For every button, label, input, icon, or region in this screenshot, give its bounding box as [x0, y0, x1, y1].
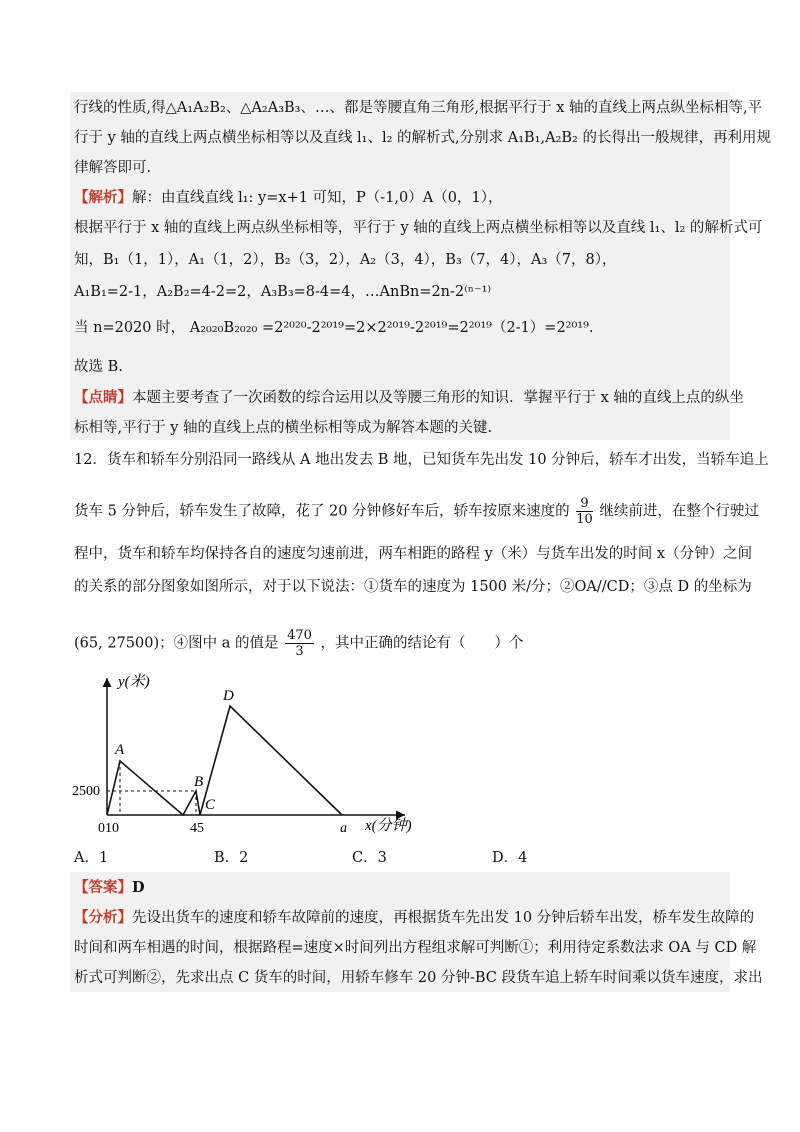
analysis-tag: 【分析】 [74, 909, 132, 926]
analysis-bottom-line-3: 析式可判断②，先求出点 C 货车的时间，用轿车修车 20 分钟-BC 段货车追上轿车时间乘以货车速度，求出 [74, 970, 763, 986]
question-line-2-pre: 货车 5 分钟后，轿车发生了故障，花了 20 分钟修好车后，轿车按原来速度的 [74, 503, 570, 520]
x-tick-45: 45 [190, 821, 204, 836]
option-a: A．1 [74, 850, 109, 866]
question-line-4: 的关系的部分图象如图所示，对于以下说法：①货车的速度为 1500 米/分；②OA//CD；③点 D 的坐标为 [74, 579, 752, 595]
comment-line-1 [74, 388, 744, 408]
analysis-top-line-1: 行线的性质,得△A₁A₂B₂、△A₂A₃B₃、…、都是等腰直角三角形,根据平行于 x 轴的直线上两点纵坐标相等,平 [74, 100, 763, 116]
x-tick-a: a [340, 821, 347, 836]
question-line-1: 12．货车和轿车分别沿同一路线从 A 地出发去 B 地，已知货车先出发 10 分钟后，轿车才出发，当轿车追上 [74, 452, 769, 468]
question-line-5-pre: (65, 27500)；④图中 a 的值是 [74, 635, 279, 652]
solution-line-4: A₁B₁=2-1，A₂B₂=4-2=2，A₃B₃=8-4=4，…AnBn=2n-2⁽ⁿ⁻¹⁾ [74, 284, 492, 300]
analysis-top-line-3: 律解答即可. [74, 160, 152, 176]
distance-time-graph [60, 668, 440, 838]
comment-tag: 【点睛】 [74, 389, 132, 406]
fraction-numerator: 470 [287, 628, 312, 643]
question-line-3: 程中，货车和轿车均保持各自的速度匀速前进，两车相距的路程 y（米）与货车出发的时间 x（分钟）之间 [74, 546, 753, 562]
solution-tag: 【解析】 [74, 189, 132, 206]
question-line-5-post: ，其中正确的结论有（ ）个 [320, 635, 524, 652]
y-axis-label: y(米) [118, 674, 150, 690]
fraction-denominator: 3 [295, 644, 304, 659]
solution-line-5: 当 n=2020 时， A₂₀₂₀B₂₀₂₀ =2²⁰²⁰-2²⁰¹⁹=2×2²⁰¹⁹-2²⁰¹⁹=2²⁰¹⁹（2-1）=2²⁰¹⁹. [74, 320, 594, 336]
point-label-a: A [115, 742, 125, 758]
point-label-c: C [205, 797, 216, 813]
question-line-5 [74, 628, 524, 659]
analysis-bottom-line-1 [74, 908, 754, 928]
analysis-bottom-line-2: 时间和两车相遇的时间，根据路程=速度×时间列出方程组求解可判断①；利用待定系数法求 OA 与 CD 解 [74, 940, 757, 956]
option-c: C．3 [352, 850, 387, 866]
solution-line-6: 故选 B. [74, 359, 123, 375]
solution-line-3: 知，B₁（1，1），A₁（1，2），B₂（3，2），A₂（3，4），B₃（7，4），A₃（7，8）， [74, 252, 617, 268]
comment-line-1-text: 本题主要考查了一次函数的综合运用以及等腰三角形的知识．掌握平行于 x 轴的直线上点的纵坐 [132, 390, 744, 406]
fraction-470-thirds [285, 628, 314, 659]
question-line-2 [74, 496, 759, 527]
fraction-denominator: 10 [576, 512, 593, 527]
comment-line-2: 标相等,平行于 y 轴的直线上点的横坐标相等成为解答本题的关键. [74, 420, 493, 436]
option-d: D．4 [492, 850, 528, 866]
option-b: B．2 [214, 850, 249, 866]
question-line-2-post: 继续前进，在整个行驶过 [599, 503, 759, 520]
y-tick-2500: 2500 [72, 784, 100, 799]
solution-line-1-text: 解：由直线直线 l₁: y=x+1 可知，P（-1,0）A（0，1）， [132, 190, 503, 206]
solution-line-2: 根据平行于 x 轴的直线上两点纵坐标相等，平行于 y 轴的直线上两点横坐标相等以及直线 l₁、l₂ 的解析式可 [74, 220, 763, 236]
point-label-b: B [194, 774, 204, 790]
fraction-nine-tenths [576, 496, 593, 527]
point-label-d: D [223, 688, 234, 704]
answer-line [74, 878, 145, 898]
x-tick-010: 010 [98, 821, 119, 836]
graph-polyline [107, 706, 342, 815]
analysis-top-line-2: 行于 y 轴的直线上两点横坐标相等以及直线 l₁、l₂ 的解析式,分别求 A₁B₁,A₂B₂ 的长得出一般规律，再利用规 [74, 130, 771, 146]
answer-tag: 【答案】 [74, 879, 132, 896]
fraction-numerator: 9 [576, 496, 593, 512]
analysis-bottom-line-1-text: 先设出货车的速度和轿车故障前的速度，再根据货车先出发 10 分钟后轿车出发，桥车发生故障的 [132, 910, 755, 926]
solution-line-1 [74, 188, 502, 208]
x-axis-label: x(分钟) [365, 818, 412, 834]
answer-value: D [132, 879, 145, 896]
